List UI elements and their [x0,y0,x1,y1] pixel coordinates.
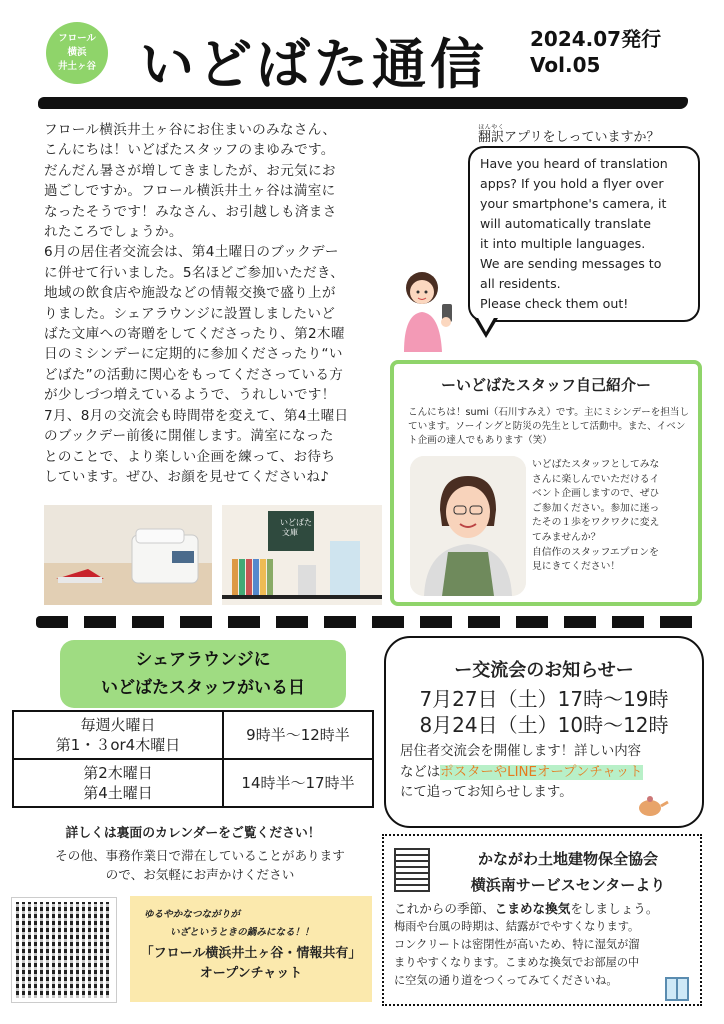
association-text [394,900,698,990]
intro-line: しています。ぜひ、お顔を見せてくださいね♪ [44,468,330,485]
association-lead: これからの季節、こまめな換気をしましょう。 [394,901,659,916]
schedule-time: 9時半〜12時半 [223,711,373,759]
openchat-name: 「フロール横浜井土ヶ谷・情報共有」 [140,946,362,961]
association-line: まりやすくなります。こまめな換気でお部屋の中 [394,956,640,969]
sewing-machine-illustration [44,505,212,605]
staff-message-line: ご参加ください。参加に迷っ [532,502,660,514]
bold-text: こまめな換気 [494,901,571,916]
staff-intro-title: ーいどばたスタッフ自己紹介ー [440,376,651,394]
teapot-icon [630,788,670,818]
bubble-line: will automatically translate [480,216,651,231]
staff-message-line: たその１歩をワクワクに変え [532,517,660,529]
intro-line: 6月の居住者交流会は、第4土曜日のブックデー [44,244,339,261]
association-title [438,846,698,898]
intro-line: こんにちは！いどばたスタッフのまゆみです。 [44,142,335,159]
lounge-schedule-table [12,710,374,808]
issue-date: 2024.07発行 [530,27,662,51]
intro-line: れたころでしょうか。 [44,224,183,241]
meeting-date: 8月24日（土）10時〜12時 [419,713,669,737]
intro-line: だんだん暑さが増してきましたが、お元気にお [44,162,336,179]
issue-info [530,26,661,78]
intro-line: とのことで、より楽しい企画を練って、お待ち [44,448,336,465]
openchat-tagline: ゆるやかなつながりが [144,909,240,920]
bubble-line: your smartphone's camera, it [480,196,667,211]
staff-message-line: 自信作のスタッフエプロンを [532,546,659,558]
badge-line: 井土ヶ谷 [57,61,96,72]
section-divider [36,616,696,628]
meeting-text: にて追ってお知らせします。 [400,785,573,801]
schedule-day-cell [13,711,223,759]
staff-message-line: 見にきてください！ [532,561,621,573]
schedule-day-cell [13,759,223,807]
sewing-machine-photo [44,505,212,605]
lounge-title-line: いどばたスタッフがいる日 [101,678,305,698]
header-divider [38,97,688,109]
bubble-line: Please check them out! [480,296,629,311]
extra-note-line: ので、お気軽にお声かけください [105,867,295,882]
staff-message-line: さんに楽しんでいただけるイ [532,473,660,485]
schedule-day: 第1・３or4木曜日 [55,736,181,754]
svg-text:文庫: 文庫 [282,528,298,537]
meeting-title: ー交流会のお知らせー [454,660,634,681]
schedule-day: 第2木曜日 [83,764,153,782]
schedule-day: 毎週火曜日 [80,716,156,734]
staff-message-line: ベント企画しますので、ぜひ [532,488,660,500]
question-text: アプリをしっていますか？ [504,130,660,145]
meeting-date: 7月27日（土）17時〜19時 [419,687,669,711]
association-box [382,834,702,1006]
intro-line: に併せて行いました。5名ほどご参加いただき、 [44,264,345,281]
highlighted-text: ポスターやLINEオープンチャット [440,764,643,780]
ruby-reading: ほんやく [478,124,505,131]
meeting-notice-box [384,636,704,828]
newsletter-title: いどばた通信 [140,33,488,96]
association-title-line: かながわ土地建物保全協会 [477,850,658,868]
speech-bubble-tail [474,318,498,338]
intro-line: どばた”の活動に関心をもってくださっている方 [44,366,344,383]
association-line: コンクリートは密閉性が高いため、特に湿気が溜 [394,938,640,951]
schedule-time: 14時半〜17時半 [223,759,373,807]
openchat-label: オープンチャット [199,966,303,981]
badge-line: フロール [58,33,96,44]
lounge-schedule-heading [60,640,346,708]
translation-speech-bubble [468,146,700,322]
bubble-line: it into multiple languages. [480,236,646,251]
bubble-line: We are sending messages to [480,256,662,271]
staff-intro-text: こんにちは！sumi（石川すみえ）です。主にミシンデーを担当しています。ソーイングと防災の先生として活動中。また、イベント企画の達人でもあります（笑） [408,407,690,446]
meeting-text: 居住者交流会を開催します！詳しい内容 [400,744,642,759]
bookshelf-photo [222,505,382,605]
issue-volume: Vol.05 [530,53,601,77]
extra-note [24,846,376,884]
intro-line: 地域の飲食店や施設などの情報交換で盛り上が [44,285,336,302]
association-line: に空気の通り道をつくってみてくださいね。 [394,974,618,987]
openchat-box [130,896,372,1002]
logo-badge [46,22,108,84]
association-title-line: 横浜南サービスセンターより [470,876,666,894]
openchat-name-block [130,944,372,984]
calendar-note: 詳しくは裏面のカレンダーをご覧ください！ [65,826,321,841]
staff-message-line: いどばたスタッフとしてみな [532,459,660,470]
qr-code[interactable] [12,898,116,1002]
intro-line: が少しづつ増えているようで、うれしいです！ [44,387,336,404]
woman-with-phone-illustration [396,264,466,354]
bubble-line: apps? If you hold a flyer over [480,176,664,191]
meeting-text: などはポスターやLINEオープンチャット [400,764,643,780]
staff-portrait [410,456,526,596]
association-line: 梅雨や台風の時期は、結露がでやすくなります。 [394,920,640,933]
extra-note-line: その他、事務作業日で滞在していることがあります [55,848,345,863]
staff-message-line: てみませんか？ [532,531,601,543]
translation-question [478,124,660,145]
intro-line: 7月、8月の交流会も時間帯を変えて、第4土曜日 [44,407,349,424]
intro-line: りました。シェアラウンジに設置しましたいど [44,305,336,322]
schedule-day: 第4土曜日 [83,784,153,802]
intro-line: なったそうです！みなさん、お引越しも済まさ [44,203,337,220]
bubble-line: all residents. [480,276,561,291]
bunko-sign-text: いどばた [280,518,312,527]
window-icon [664,976,690,1002]
intro-line: フロール横浜井土ヶ谷にお住まいのみなさん、 [44,122,337,138]
openchat-tagline: いざというときの鍋みになる！！ [170,927,314,938]
badge-line: 横浜 [67,47,87,58]
building-icon [394,848,430,892]
staff-intro-box [390,360,702,606]
intro-line: のブックデー前後に開催します。満室になった [44,428,334,445]
table-row [13,759,373,807]
intro-text [44,120,384,487]
lounge-title-line: シェアラウンジに [135,650,271,670]
staff-photo [410,456,526,596]
bookshelf-illustration [222,505,382,605]
intro-line: 過ごしですか。フロール横浜井土ヶ谷は満室に [44,183,336,200]
intro-line: 日のミシンデーに定期的に参加くださったり“い [44,346,343,363]
table-row [13,711,373,759]
intro-line: ばた文庫への寄贈をしてくださったり、第2木曜 [44,326,345,343]
bubble-line: Have you heard of translation [480,156,668,171]
staff-message [532,458,694,575]
ruby-base: 翻訳 [478,130,505,145]
